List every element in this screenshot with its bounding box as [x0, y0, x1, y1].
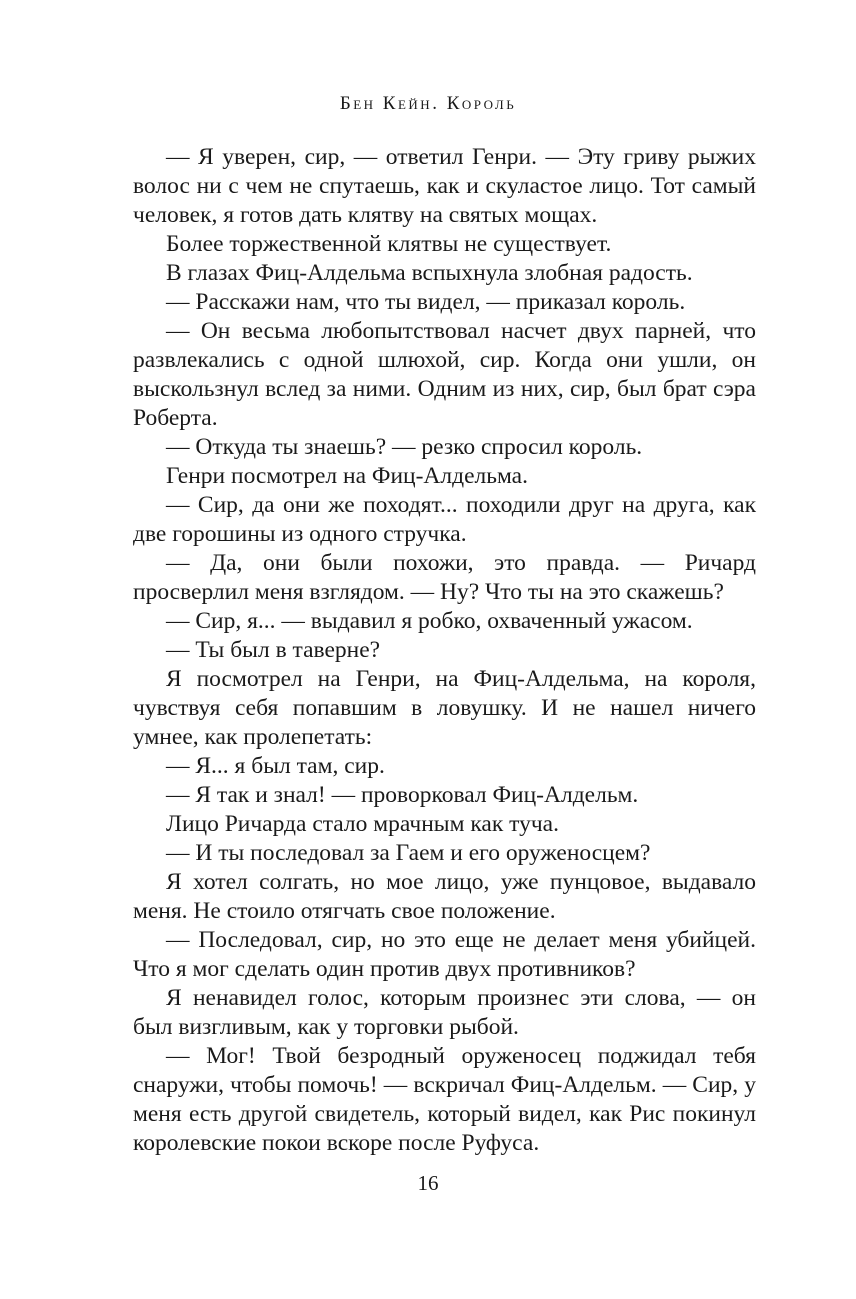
paragraph: — Я так и знал! — проворковал Фиц-Алдельм. [166, 782, 639, 808]
paragraph: — Он весьма любопытствовал насчет двух парней, что развлекались с одной шлюхой, сир. Когда они ушли, он выскользнул вслед за ними. Одним из них, сир, был брат сэра Роберта. [133, 318, 756, 431]
paragraph: — Мог! Твой безродный оруженосец поджидал тебя снаружи, чтобы помочь! — вскричал Фиц-Алдельм. — Сир, у меня есть другой свидетель, который видел, как Рис покинул королевские покои вскоре после Руфуса. [133, 1043, 756, 1156]
page-number: 16 [417, 1171, 439, 1195]
body-text [133, 143, 756, 1158]
paragraph: — Сир, да они же походят... походили друг на друга, как две горошины из одного стручка. [133, 492, 756, 547]
paragraph: Я посмотрел на Генри, на Фиц-Алдельма, на короля, чувствуя себя попавшим в ловушку. И не нашел ничего умнее, как пролепетать: [133, 666, 756, 750]
paragraph: Я ненавидел голос, которым произнес эти слова, — он был визгливым, как у торговки рыбой. [133, 985, 756, 1040]
paragraph: Я хотел солгать, но мое лицо, уже пунцовое, выдавало меня. Не стоило отягчать свое положение. [133, 869, 756, 924]
paragraph: — Последовал, сир, но это еще не делает меня убийцей. Что я мог сделать один против двух противников? [133, 927, 756, 982]
paragraph: — Сир, я... — выдавил я робко, охваченный ужасом. [166, 608, 693, 634]
paragraph: Генри посмотрел на Фиц-Алдельма. [166, 463, 528, 489]
paragraph: Более торжественной клятвы не существует. [166, 231, 612, 257]
paragraph: — Расскажи нам, что ты видел, — приказал король. [166, 289, 686, 315]
paragraph: В глазах Фиц-Алдельма вспыхнула злобная радость. [166, 260, 693, 286]
paragraph: — Ты был в таверне? [166, 637, 381, 663]
paragraph: Лицо Ричарда стало мрачным как туча. [166, 811, 559, 837]
paragraph: — Я уверен, сир, — ответил Генри. — Эту гриву рыжих волос ни с чем не спутаешь, как и скуластое лицо. Тот самый человек, я готов дать клятву на святых мощах. [133, 144, 756, 228]
paragraph: — И ты последовал за Гаем и его оруженосцем? [166, 840, 651, 866]
paragraph: — Я... я был там, сир. [166, 753, 385, 779]
paragraph: — Откуда ты знаешь? — резко спросил король. [166, 434, 643, 460]
paragraph: — Да, они были похожи, это правда. — Ричард просверлил меня взглядом. — Ну? Что ты на это скажешь? [133, 550, 756, 605]
running-head: Бен Кейн. Король [339, 93, 517, 114]
